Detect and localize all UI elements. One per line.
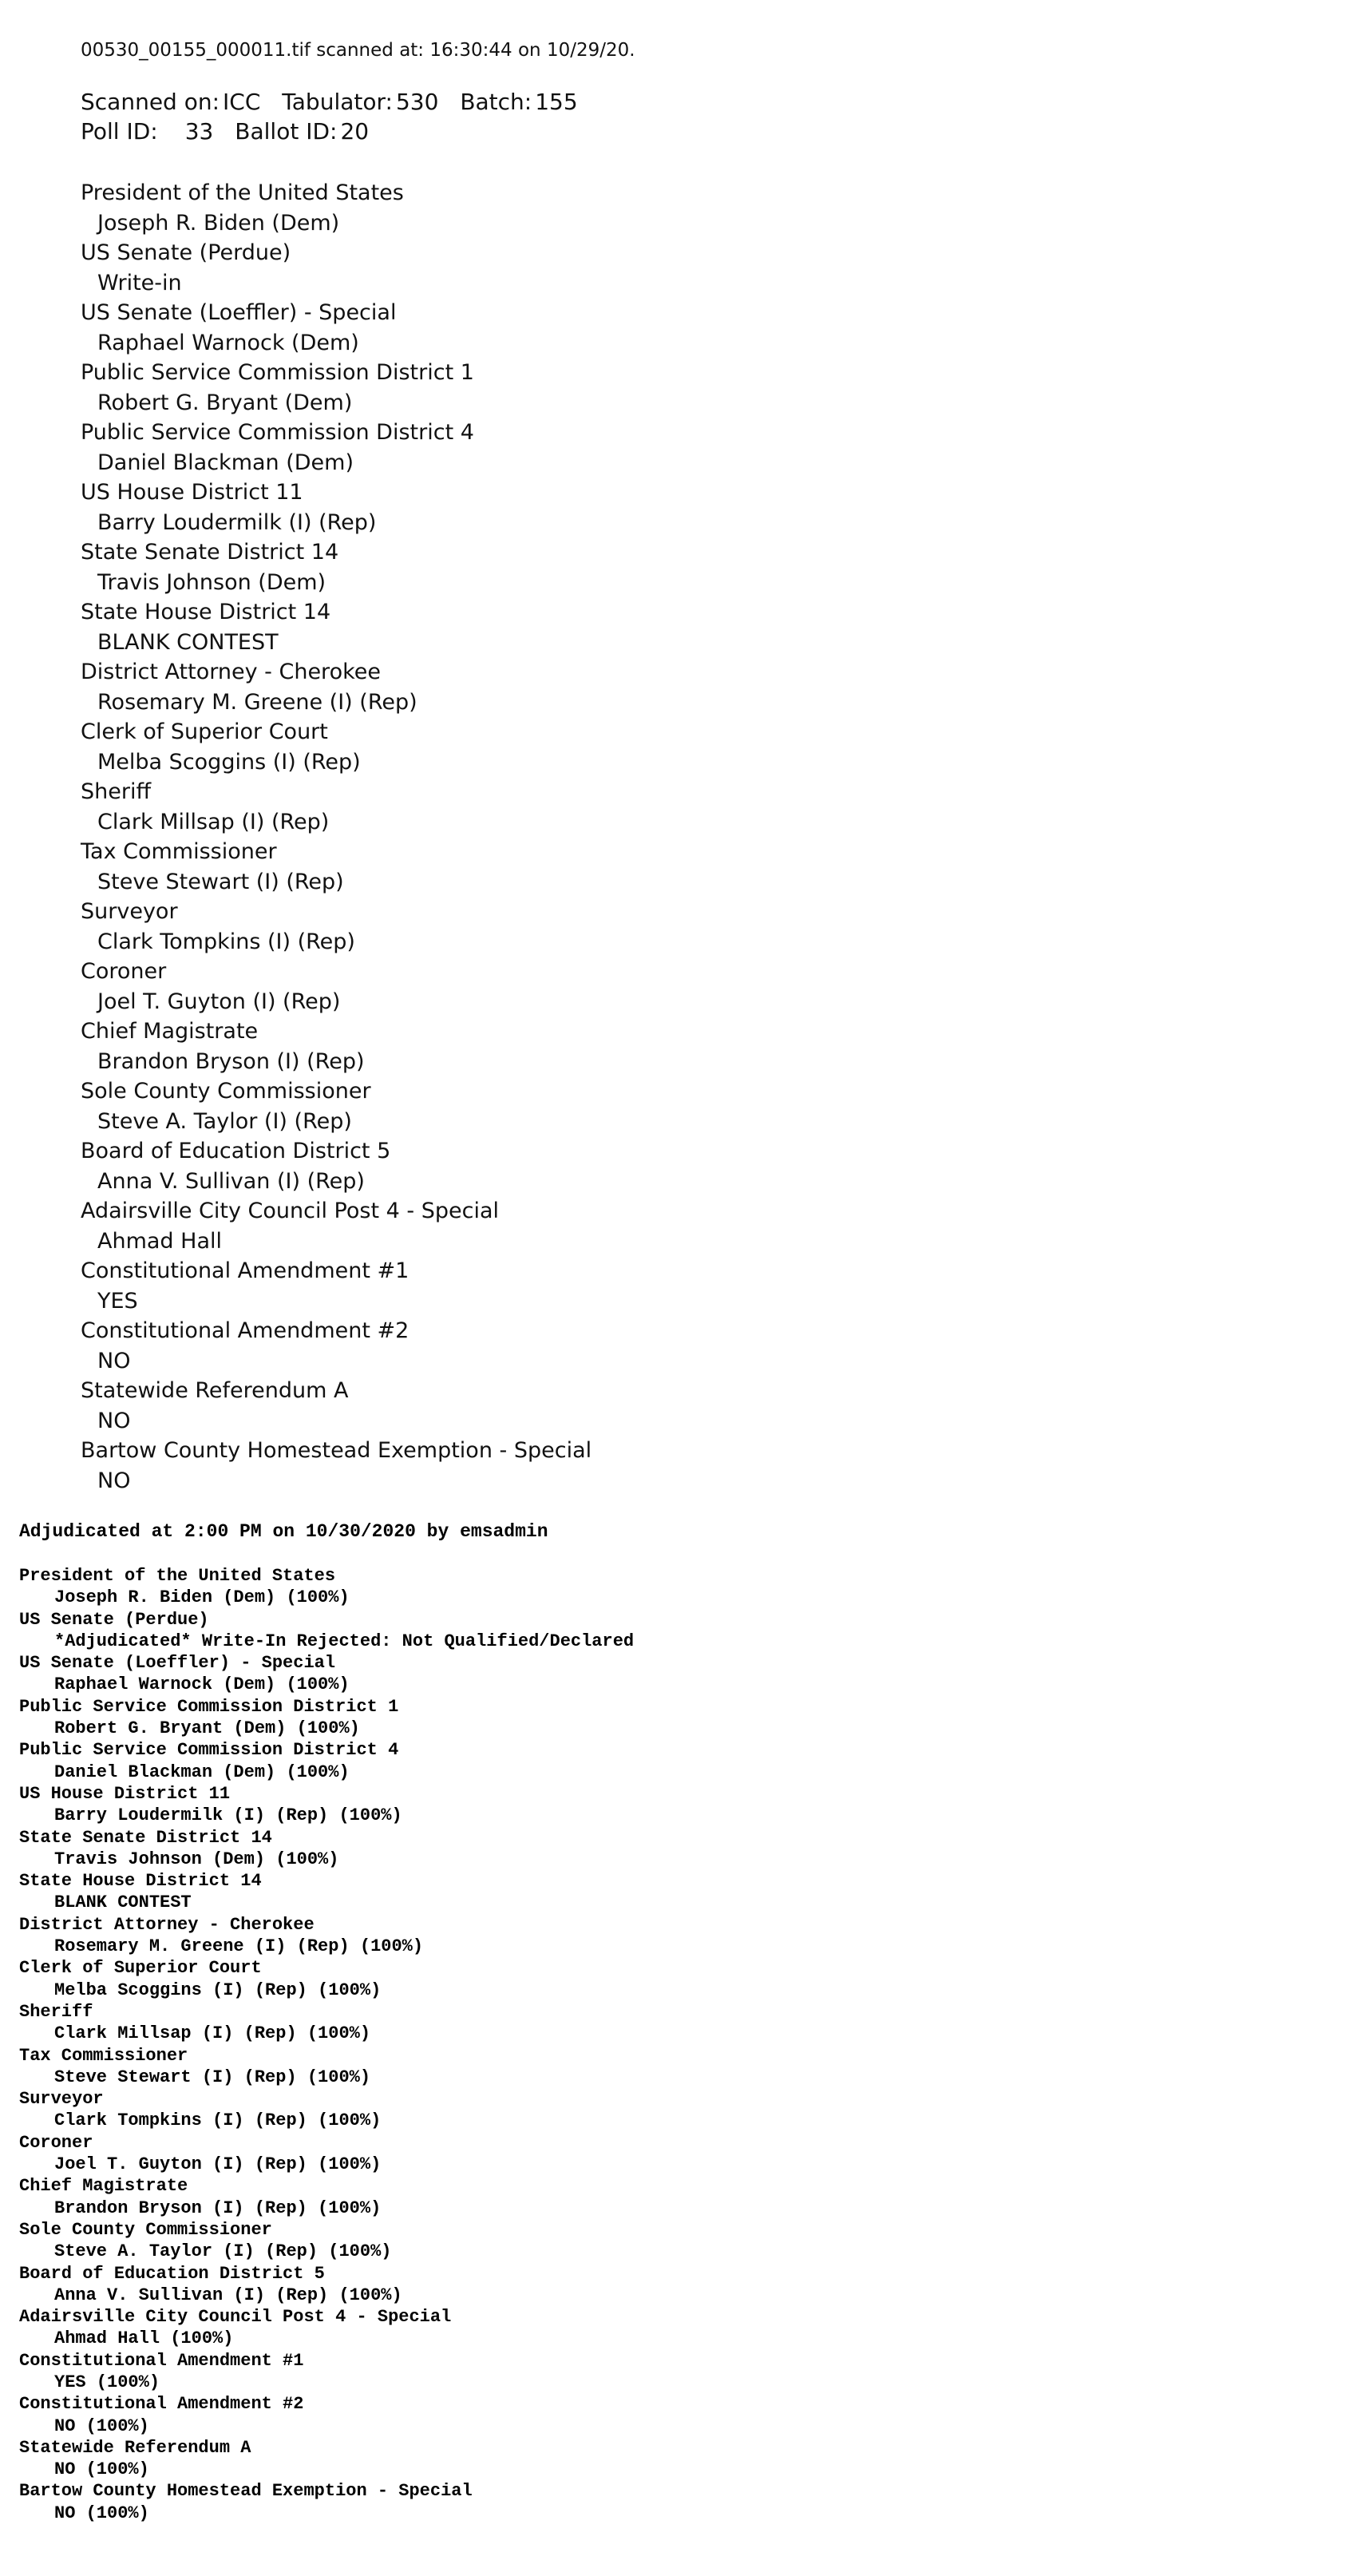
contest-choice: Joseph R. Biden (Dem) (100%) <box>54 1587 350 1608</box>
contest-choice: Steve A. Taylor (I) (Rep) (100%) <box>54 2241 392 2262</box>
contest-title: Public Service Commission District 1 <box>19 1696 399 1717</box>
contest-choice: Robert G. Bryant (Dem) (100%) <box>54 1718 360 1739</box>
contest-choice: NO (100%) <box>54 2503 149 2523</box>
contest-title: US Senate (Loeffler) - Special <box>81 300 397 325</box>
contest-title: US Senate (Perdue) <box>81 240 291 265</box>
contest-choice: Anna V. Sullivan (I) (Rep) <box>97 1168 365 1194</box>
contest-title: Statewide Referendum A <box>19 2437 251 2458</box>
contest-title: Board of Education District 5 <box>19 2263 325 2284</box>
contest-choice: Joel T. Guyton (I) (Rep) <box>97 989 341 1014</box>
contest-title: Chief Magistrate <box>81 1019 259 1044</box>
contest-title: US House District 11 <box>19 1783 231 1804</box>
contest-title: State Senate District 14 <box>81 540 339 565</box>
contest-title: US Senate (Perdue) <box>19 1609 209 1630</box>
scanned-on-label: Scanned on: <box>81 89 220 115</box>
contest-title: Constitutional Amendment #1 <box>81 1258 409 1283</box>
contest-choice: Melba Scoggins (I) (Rep) (100%) <box>54 1980 382 2000</box>
contest-choice: Rosemary M. Greene (I) (Rep) (100%) <box>54 1936 424 1957</box>
contest-title: President of the United States <box>19 1566 336 1586</box>
scan-meta-row <box>81 89 592 115</box>
contest-choice: Daniel Blackman (Dem) (100%) <box>54 1762 350 1782</box>
contest-title: State House District 14 <box>19 1871 262 1892</box>
ballot-meta-row <box>81 118 383 145</box>
contest-title: Coroner <box>19 2132 93 2153</box>
scan-header: 00530_00155_000011.tif scanned at: 16:30:44 on 10/29/20. <box>81 40 635 61</box>
contest-title: Statewide Referendum A <box>81 1378 349 1403</box>
contest-choice: Ahmad Hall (100%) <box>54 2328 234 2349</box>
contest-title: US House District 11 <box>81 480 303 505</box>
contest-choice: Anna V. Sullivan (I) (Rep) (100%) <box>54 2285 402 2305</box>
contest-choice: Travis Johnson (Dem) (100%) <box>54 1849 339 1869</box>
tabulator-label: Tabulator: <box>282 89 393 115</box>
contest-title: District Attorney - Cherokee <box>19 1914 315 1935</box>
contest-title: Tax Commissioner <box>19 2045 188 2066</box>
contest-choice: NO <box>97 1408 131 1433</box>
contest-title: Public Service Commission District 4 <box>19 1740 399 1761</box>
contest-title: Adairsville City Council Post 4 - Special <box>19 2307 452 2328</box>
contest-choice: NO (100%) <box>54 2415 149 2436</box>
contest-choice: Ahmad Hall <box>97 1228 223 1254</box>
contest-title: Sheriff <box>19 2001 93 2022</box>
adjudication-header: Adjudicated at 2:00 PM on 10/30/2020 by emsadmin <box>19 1521 548 1542</box>
contest-choice: Melba Scoggins (I) (Rep) <box>97 749 361 775</box>
contest-choice: BLANK CONTEST <box>97 629 279 655</box>
poll-id-value: 33 <box>184 118 214 145</box>
tabulator-value: 530 <box>395 89 439 115</box>
contest-title: Chief Magistrate <box>19 2176 188 2197</box>
contest-choice: Steve A. Taylor (I) (Rep) <box>97 1108 352 1134</box>
contest-title: Sheriff <box>81 779 152 804</box>
contest-choice: Barry Loudermilk (I) (Rep) <box>97 509 377 535</box>
poll-id-label: Poll ID: <box>81 118 158 145</box>
contest-title: Board of Education District 5 <box>81 1139 391 1163</box>
contest-choice: Raphael Warnock (Dem) <box>97 330 359 355</box>
contest-title: President of the United States <box>81 180 404 205</box>
contest-title: State House District 14 <box>81 600 331 624</box>
contest-title: Surveyor <box>81 899 178 924</box>
contest-title: Bartow County Homestead Exemption - Special <box>81 1438 592 1463</box>
contest-choice: Joel T. Guyton (I) (Rep) (100%) <box>54 2154 382 2175</box>
contest-choice: YES (100%) <box>54 2372 160 2392</box>
contest-title: Public Service Commission District 4 <box>81 420 474 445</box>
contest-title: Coroner <box>81 959 167 984</box>
contest-title: Sole County Commissioner <box>19 2219 272 2240</box>
contest-choice: YES <box>97 1288 138 1314</box>
contest-choice: Write-in <box>97 270 182 295</box>
contest-choice: Clark Millsap (I) (Rep) (100%) <box>54 2023 371 2044</box>
contest-choice: Steve Stewart (I) (Rep) <box>97 869 344 894</box>
contest-title: State Senate District 14 <box>19 1827 272 1848</box>
contest-title: Tax Commissioner <box>81 839 277 864</box>
contest-choice: Robert G. Bryant (Dem) <box>97 390 353 415</box>
contest-choice: Rosemary M. Greene (I) (Rep) <box>97 689 417 715</box>
ballot-id-value: 20 <box>340 118 370 145</box>
contest-title: US Senate (Loeffler) - Special <box>19 1653 336 1674</box>
contest-title: Clerk of Superior Court <box>19 1958 262 1979</box>
contest-choice: *Adjudicated* Write-In Rejected: Not Qualified/Declared <box>54 1631 635 1651</box>
adjudication-list <box>19 1565 634 2524</box>
scanned-on-value: ICC <box>223 89 261 115</box>
contest-choice: Steve Stewart (I) (Rep) (100%) <box>54 2067 371 2087</box>
contest-title: Constitutional Amendment #2 <box>81 1318 409 1343</box>
contest-title: Public Service Commission District 1 <box>81 360 474 385</box>
contest-choice: Brandon Bryson (I) (Rep) (100%) <box>54 2198 382 2218</box>
contest-choice: BLANK CONTEST <box>54 1892 192 1913</box>
contest-title: District Attorney - Cherokee <box>81 660 381 684</box>
contest-choice: Brandon Bryson (I) (Rep) <box>97 1048 365 1074</box>
contest-choice: NO <box>97 1468 131 1493</box>
contest-title: Clerk of Superior Court <box>81 719 328 744</box>
contest-choice: Raphael Warnock (Dem) (100%) <box>54 1674 350 1695</box>
batch-label: Batch: <box>460 89 532 115</box>
ballot-id-label: Ballot ID: <box>235 118 338 145</box>
contest-choice: NO <box>97 1348 131 1373</box>
batch-value: 155 <box>535 89 578 115</box>
contest-choice: Daniel Blackman (Dem) <box>97 450 354 475</box>
contest-choice: Travis Johnson (Dem) <box>97 569 326 595</box>
contest-title: Sole County Commissioner <box>81 1079 371 1104</box>
contest-choice: Clark Tompkins (I) (Rep) (100%) <box>54 2110 382 2131</box>
contest-title: Constitutional Amendment #1 <box>19 2350 304 2371</box>
contest-title: Constitutional Amendment #2 <box>19 2394 304 2415</box>
contest-choice: Barry Loudermilk (I) (Rep) (100%) <box>54 1805 402 1826</box>
contest-choice: Clark Tompkins (I) (Rep) <box>97 929 355 954</box>
contest-title: Bartow County Homestead Exemption - Special <box>19 2481 473 2502</box>
contest-list <box>81 178 591 1496</box>
contest-choice: Clark Millsap (I) (Rep) <box>97 809 330 834</box>
contest-choice: NO (100%) <box>54 2459 149 2480</box>
contest-choice: Joseph R. Biden (Dem) <box>97 210 340 236</box>
contest-title: Adairsville City Council Post 4 - Special <box>81 1199 499 1223</box>
contest-title: Surveyor <box>19 2089 104 2110</box>
